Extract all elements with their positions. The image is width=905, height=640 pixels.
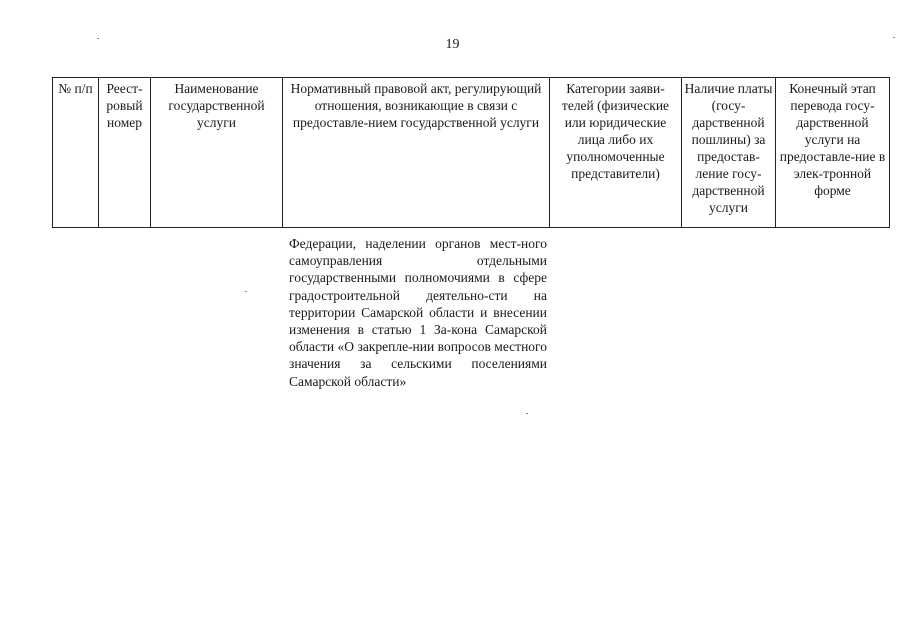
header-legal-act: Нормативный правовой акт, регулирующий отношения, возникающие в связи с предоставле-нием государственной услуги [283,78,550,228]
scan-speck [97,38,99,39]
scan-speck [893,37,895,38]
header-applicant-categories: Категории заяви-телей (физические или юридические лица либо их уполномоченные представители) [550,78,682,228]
scan-speck [245,291,247,292]
legal-act-continuation: Федерации, наделении органов мест-ного самоуправления отдельными государственными полномочиями в сфере градостроительной деятельно-сти на территории Самарской области и внесении изменения в статью 1 За-кона Самарской области «О закрепле-нии вопросов местного значения за сельскими поселениями Самарской области» [289,236,547,389]
header-fee: Наличие платы (госу-дарственной пошлины) за предостав-ление госу-дарственной услуги [682,78,776,228]
page-number: 19 [445,37,460,52]
table-header-row [53,78,890,228]
header-final-stage: Конечный этап перевода госу-дарственной услуги на предоставле-ние в элек-тронной форме [776,78,890,228]
services-table [52,77,890,228]
header-registry-number: Реест-ровый номер [99,78,151,228]
header-number: № п/п [53,78,99,228]
scan-speck [526,413,528,414]
header-service-name: Наименование государственной услуги [151,78,283,228]
